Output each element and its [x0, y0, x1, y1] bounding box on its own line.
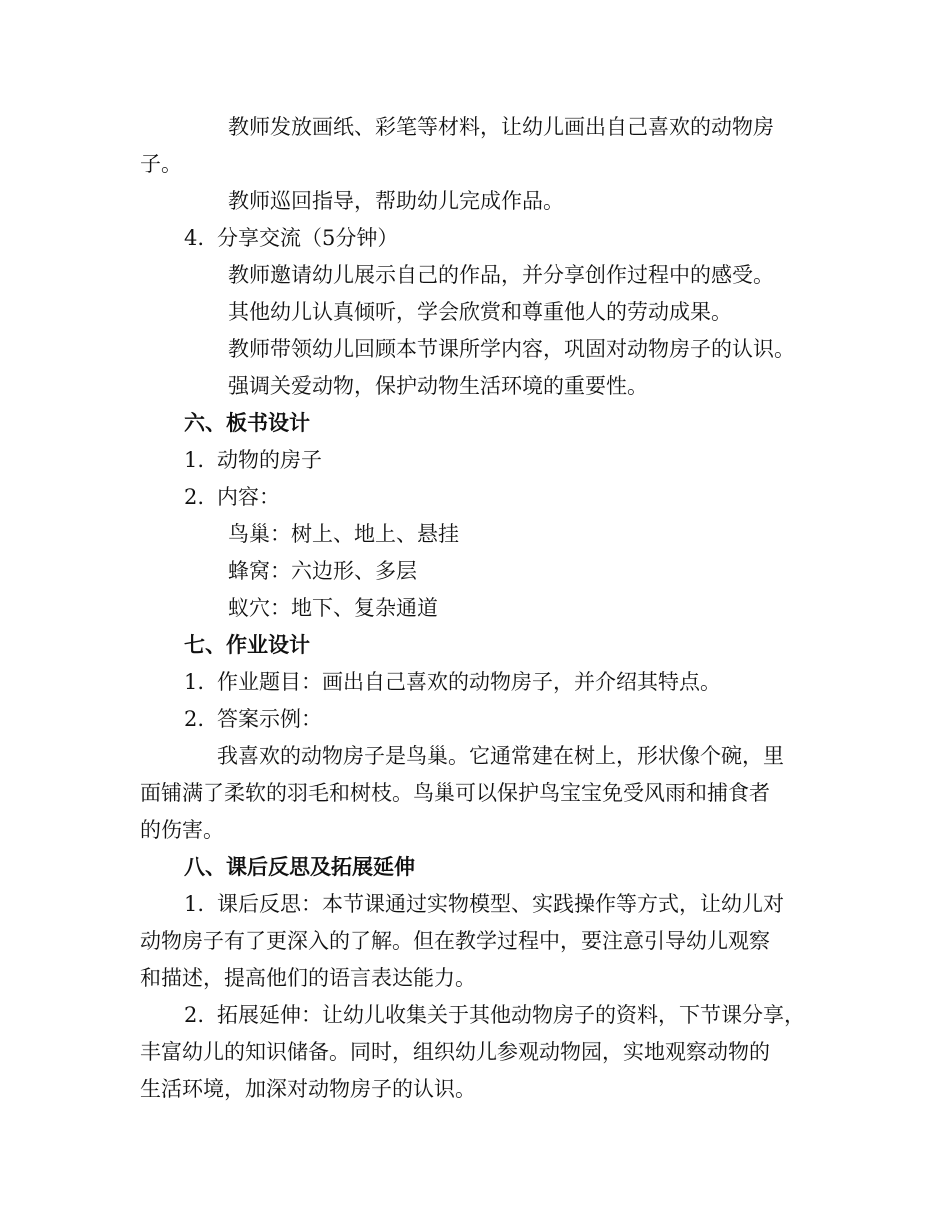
list-number: 1. — [184, 670, 205, 694]
section-heading-6: 六、板书设计 — [184, 411, 310, 435]
list-item-label: 拓展延伸：让幼儿收集关于其他动物房子的资料，下节课分享， — [217, 1003, 805, 1027]
paragraph-line: 教师发放画纸、彩笔等材料，让幼儿画出自己喜欢的动物房 — [228, 115, 774, 139]
list-number: 2. — [184, 1003, 205, 1027]
list-item-1 — [184, 442, 322, 479]
list-item-label: 答案示例： — [217, 707, 322, 731]
paragraph-line: 的伤害。 — [140, 818, 224, 842]
paragraph-line: 子。 — [140, 152, 182, 176]
paragraph-line: 生活环境，加深对动物房子的认识。 — [140, 1077, 476, 1101]
paragraph-line: 教师巡回指导，帮助幼儿完成作品。 — [228, 189, 564, 213]
board-content-line: 蚁穴：地下、复杂通道 — [228, 596, 438, 620]
list-item-2 — [184, 997, 805, 1034]
list-number: 1. — [184, 892, 205, 916]
paragraph-line: 丰富幼儿的知识储备。同时，组织幼儿参观动物园，实地观察动物的 — [140, 1040, 770, 1064]
list-item-2 — [184, 479, 280, 516]
section-heading-8: 八、课后反思及拓展延伸 — [184, 855, 415, 879]
list-number: 2. — [184, 707, 205, 731]
list-item-4 — [184, 220, 398, 257]
paragraph-line: 强调关爱动物，保护动物生活环境的重要性。 — [228, 374, 648, 398]
list-item-2 — [184, 701, 322, 738]
list-item-label: 分享交流（5分钟） — [217, 226, 399, 250]
list-item-label: 内容： — [217, 485, 280, 509]
list-item-1 — [184, 886, 784, 923]
list-item-label: 课后反思：本节课通过实物模型、实践操作等方式，让幼儿对 — [217, 892, 784, 916]
paragraph-line: 动物房子有了更深入的了解。但在教学过程中，要注意引导幼儿观察 — [140, 929, 770, 953]
list-item-label: 作业题目：画出自己喜欢的动物房子，并介绍其特点。 — [217, 670, 721, 694]
board-content-line: 鸟巢：树上、地上、悬挂 — [228, 522, 459, 546]
paragraph-line: 教师带领幼儿回顾本节课所学内容，巩固对动物房子的认识。 — [228, 337, 795, 361]
list-item-1 — [184, 664, 721, 701]
list-number: 1. — [184, 448, 205, 472]
paragraph-line: 面铺满了柔软的羽毛和树枝。鸟巢可以保护鸟宝宝免受风雨和捕食者 — [140, 781, 770, 805]
list-number: 4. — [184, 226, 205, 250]
paragraph-line: 教师邀请幼儿展示自己的作品，并分享创作过程中的感受。 — [228, 263, 774, 287]
board-content-line: 蜂窝：六边形、多层 — [228, 559, 417, 583]
paragraph-line: 我喜欢的动物房子是鸟巢。它通常建在树上，形状像个碗，里 — [217, 744, 784, 768]
section-heading-7: 七、作业设计 — [184, 633, 310, 657]
paragraph-line: 其他幼儿认真倾听，学会欣赏和尊重他人的劳动成果。 — [228, 300, 732, 324]
list-number: 2. — [184, 485, 205, 509]
paragraph-line: 和描述，提高他们的语言表达能力。 — [140, 966, 476, 990]
list-item-label: 动物的房子 — [217, 448, 322, 472]
